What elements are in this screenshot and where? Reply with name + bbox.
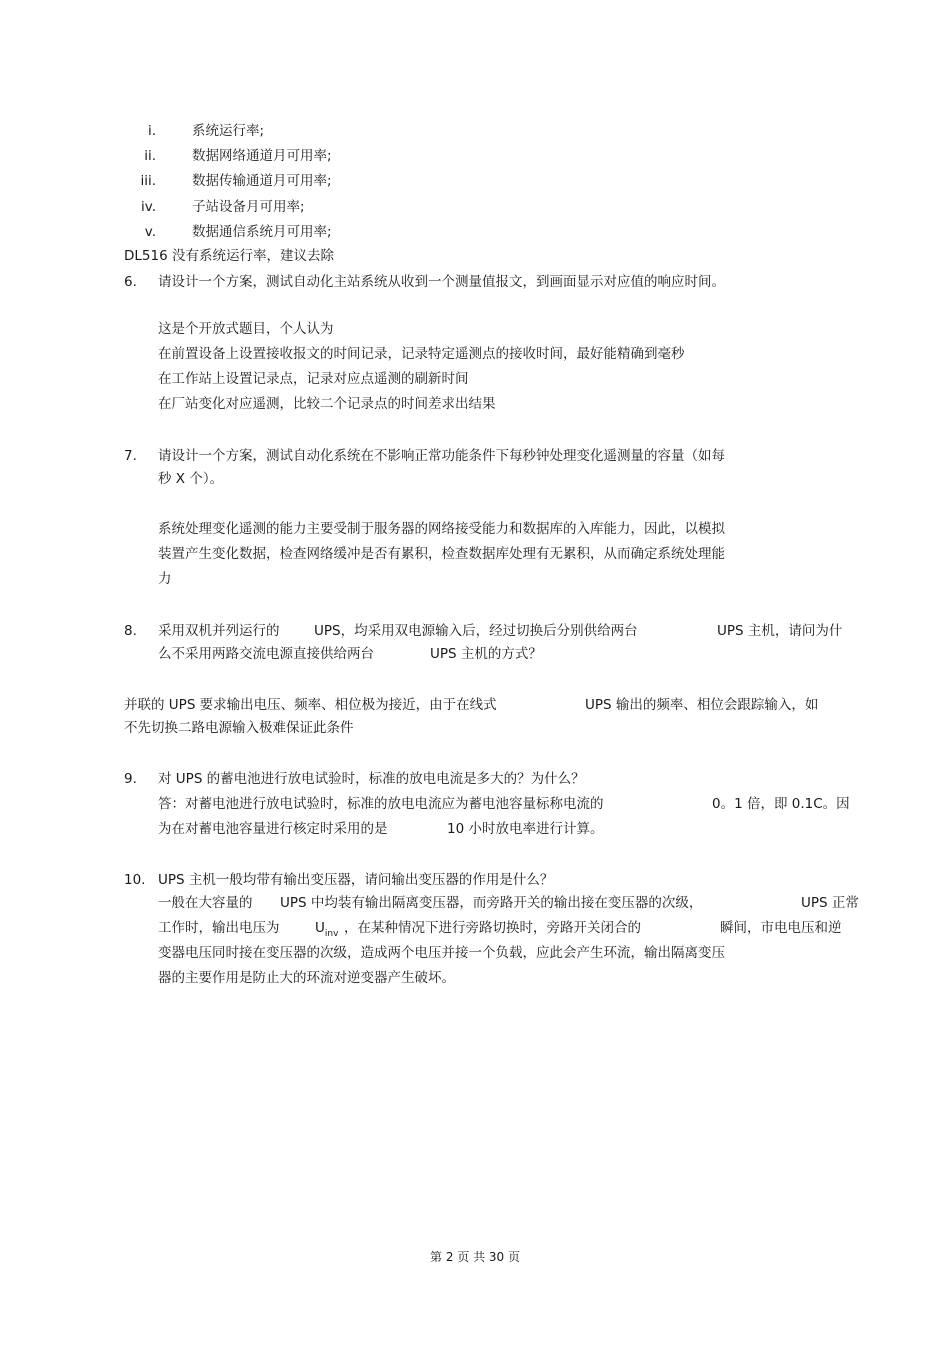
answer-line: 这是个开放式题目，个人认为 <box>158 321 334 337</box>
question-number: 8. <box>124 623 137 639</box>
question-number: 10. <box>124 872 146 888</box>
list-item: 子站设备月可用率; <box>192 199 305 215</box>
answer-line: ，在某种情况下进行旁路切换时，旁路开关闭合的 <box>344 920 641 936</box>
list-number: ii. <box>144 148 156 164</box>
question-number: 9. <box>124 771 137 787</box>
answer-line: 系统处理变化遥测的能力主要受制于服务器的网络接受能力和数据库的入库能力，因此，以模拟 <box>158 521 725 537</box>
list-item: 数据传输通道月可用率; <box>192 173 332 189</box>
answer-line: UPS 正常 <box>801 895 859 911</box>
list-number: iii. <box>140 173 156 189</box>
answer-line: UPS 中均装有输出隔离变压器，而旁路开关的输出接在变压器的次级， <box>280 895 703 911</box>
answer-line: 瞬间，市电电压和逆 <box>720 920 842 936</box>
question-text: 么不采用两路交流电源直接供给两台 <box>158 646 374 662</box>
answer-line: 工作时，输出电压为 <box>158 920 280 936</box>
question-text: 请设计一个方案，测试自动化主站系统从收到一个测量值报文，到画面显示对应值的响应时间。 <box>158 274 725 290</box>
formula-subscript: inv <box>324 929 339 939</box>
formula-u-inv <box>315 920 339 939</box>
answer-line: 装置产生变化数据，检查网络缓冲是否有累积，检查数据库处理有无累积，从而确定系统处理能 <box>158 546 725 562</box>
question-text: UPS，均采用双电源输入后，经过切换后分别供给两台 <box>314 623 638 639</box>
list-number: iv. <box>141 199 156 215</box>
page-footer <box>0 1250 950 1264</box>
answer-line: 变器电压同时接在变压器的次级，造成两个电压并接一个负载，应此会产生环流，输出隔离变压 <box>158 945 725 961</box>
question-text: 请设计一个方案，测试自动化系统在不影响正常功能条件下每秒钟处理变化遥测量的容量（如每 <box>158 448 725 464</box>
list-item: 系统运行率; <box>192 123 265 139</box>
answer-line: 答：对蓄电池进行放电试验时，标准的放电电流应为蓄电池容量标称电流的 <box>158 796 604 812</box>
question-text: UPS 主机的方式？ <box>430 646 542 662</box>
question-text: UPS 主机一般均带有输出变压器，请问输出变压器的作用是什么？ <box>158 872 554 888</box>
answer-line: UPS 输出的频率、相位会跟踪输入，如 <box>585 697 819 713</box>
answer-line: 在前置设备上设置接收报文的时间记录，记录特定遥测点的接收时间，最好能精确到毫秒 <box>158 346 685 362</box>
answer-line: 一般在大容量的 <box>158 895 253 911</box>
list-item: 数据通信系统月可用率; <box>192 224 332 240</box>
answer-line: 器的主要作用是防止大的环流对逆变器产生破坏。 <box>158 970 455 986</box>
answer-line: 在厂站变化对应遥测，比较二个记录点的时间差求出结果 <box>158 396 496 412</box>
answer-line: 力 <box>158 571 172 587</box>
note-dl516: DL516 没有系统运行率，建议去除 <box>124 248 334 264</box>
answer-line: 为在对蓄电池容量进行核定时采用的是 <box>158 821 388 837</box>
question-text: 秒 X 个）。 <box>158 471 224 487</box>
question-text: 对 UPS 的蓄电池进行放电试验时，标准的放电电流是多大的？为什么？ <box>158 771 585 787</box>
answer-line: 在工作站上设置记录点，记录对应点遥测的刷新时间 <box>158 371 469 387</box>
answer-line: 0。1 倍，即 0.1C。因 <box>712 796 850 812</box>
question-number: 7. <box>124 448 137 464</box>
list-item: 数据网络通道月可用率; <box>192 148 332 164</box>
answer-line: 10 小时放电率进行计算。 <box>447 821 604 837</box>
question-text: 采用双机并列运行的 <box>158 623 280 639</box>
list-number: v. <box>144 224 156 240</box>
question-text: UPS 主机，请问为什 <box>717 623 843 639</box>
answer-line: 不先切换二路电源输入极难保证此条件 <box>124 720 354 736</box>
page-number: 第 2 页 共 30 页 <box>430 1250 520 1264</box>
formula-symbol: U <box>315 920 325 936</box>
list-number: i. <box>147 123 156 139</box>
answer-line: 并联的 UPS 要求输出电压、频率、相位极为接近，由于在线式 <box>124 697 497 713</box>
question-number: 6. <box>124 274 137 290</box>
